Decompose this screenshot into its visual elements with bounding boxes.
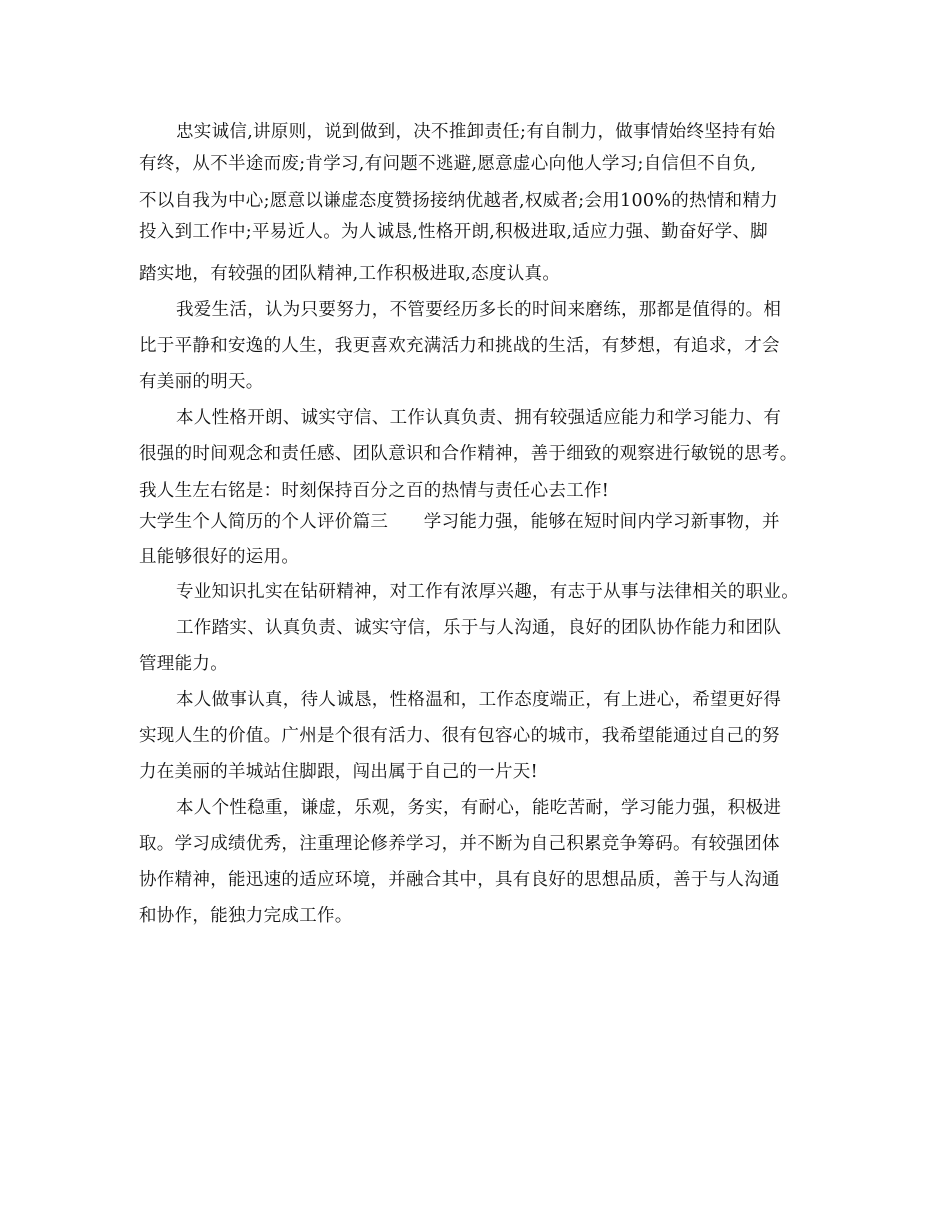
text-line: 力在美丽的羊城站住脚跟，闯出属于自己的一片天! — [139, 762, 538, 782]
text-line: 有终，从不半途而废;肯学习,有问题不逃避,愿意虚心向他人学习;自信但不自负, — [139, 154, 757, 174]
section-heading-line: 大学生个人简历的个人评价篇三 学习能力强，能够在短时间内学习新事物，并 — [139, 512, 780, 532]
text-line: 投入到工作中;平易近人。为人诚恳,性格开朗,积极进取,适应力强、勤奋好学、脚 — [139, 222, 768, 242]
text-line: 本人做事认真，待人诚恳，性格温和，工作态度端正，有上进心，希望更好得 — [176, 690, 782, 710]
text-line: 忠实诚信,讲原则，说到做到，决不推卸责任;有自制力，做事情始终坚持有始 — [176, 122, 776, 142]
text-line: 实现人生的价值。广州是个很有活力、很有包容心的城市，我希望能通过自己的努 — [139, 726, 780, 746]
text-line: 比于平静和安逸的人生，我更喜欢充满活力和挑战的生活，有梦想，有追求，才会 — [139, 336, 780, 356]
text-line: 很强的时间观念和责任感、团队意识和合作精神，善于细致的观察进行敏锐的思考。 — [139, 444, 798, 464]
text-line: 踏实地，有较强的团队精神,工作积极进取,态度认真。 — [139, 264, 561, 284]
text-line: 有美丽的明天。 — [139, 372, 264, 392]
text-line: 本人个性稳重，谦虚，乐观，务实，有耐心，能吃苦耐，学习能力强，积极进 — [176, 798, 782, 818]
text-line: 我爱生活，认为只要努力，不管要经历多长的时间来磨练，那都是值得的。相 — [176, 300, 782, 320]
text-line: 我人生左右铭是：时刻保持百分之百的热情与责任心去工作! — [139, 481, 610, 501]
text-line: 工作踏实、认真负责、诚实守信，乐于与人沟通，良好的团队协作能力和团队 — [176, 618, 782, 638]
text-line: 和协作，能独力完成工作。 — [139, 906, 353, 926]
text-line: 取。学习成绩优秀，注重理论修养学习，并不断为自己积累竞争筹码。有较强团体 — [139, 834, 780, 854]
text-line: 管理能力。 — [139, 654, 228, 674]
text-line: 协作精神，能迅速的适应环境，并融合其中，具有良好的思想品质，善于与人沟通 — [139, 870, 780, 890]
text-line: 不以自我为中心;愿意以谦虚态度赞扬接纳优越者,权威者;会用100%的热情和精力 — [139, 191, 779, 211]
text-line: 专业知识扎实在钻研精神，对工作有浓厚兴趣，有志于从事与法律相关的职业。 — [176, 582, 799, 602]
text-line: 本人性格开朗、诚实守信、工作认真负责、拥有较强适应能力和学习能力、有 — [176, 408, 782, 428]
text-line: 且能够很好的运用。 — [139, 547, 300, 567]
